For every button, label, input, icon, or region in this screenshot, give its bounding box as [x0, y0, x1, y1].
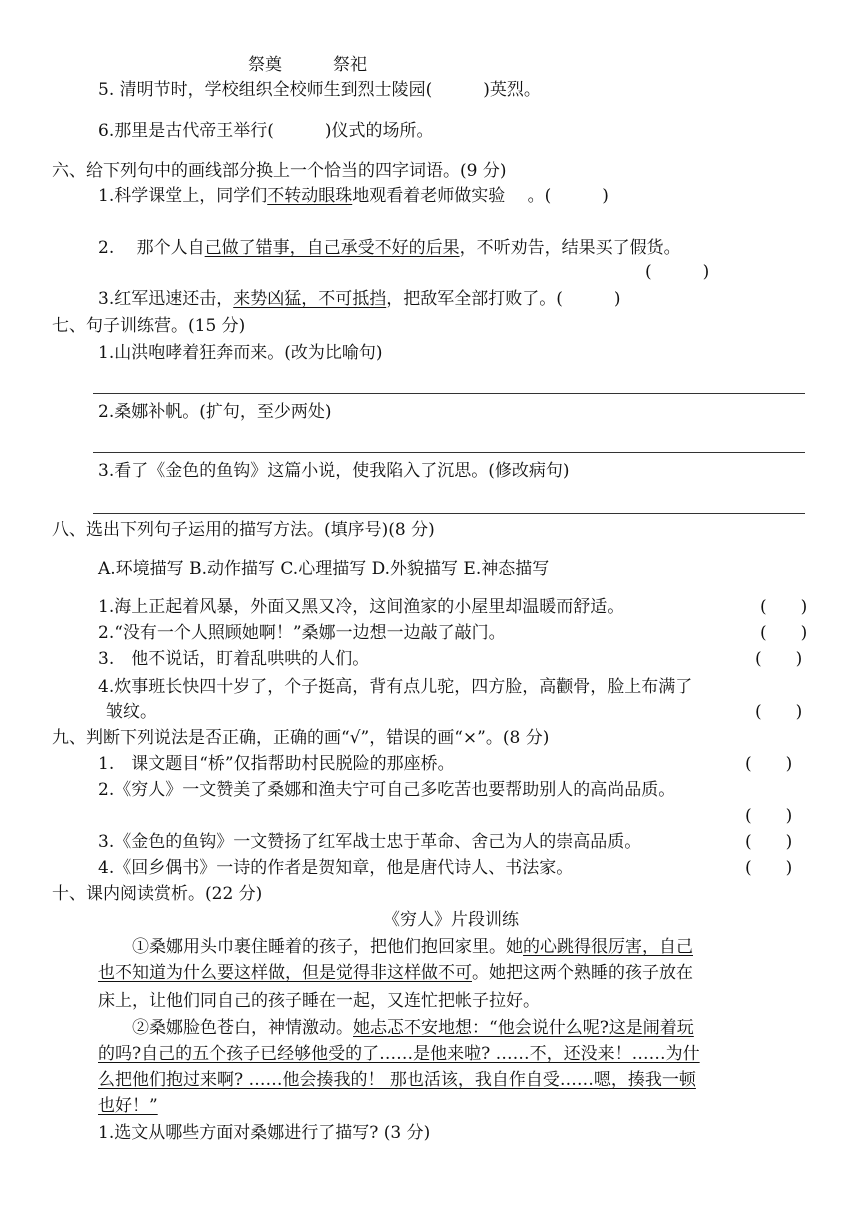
q6-3-underlined: 来势凶猛，不可抵挡 [233, 289, 387, 309]
passage-p2-line4 [98, 1095, 158, 1117]
question-6-1 [98, 185, 609, 207]
question-7-2: 2.桑娜补帆。(扩句，至少两处) [98, 402, 332, 422]
answer-line-7-3 [93, 513, 805, 514]
question-8-4-cont: 皱纹。 [106, 702, 157, 722]
question-6-2 [98, 237, 681, 259]
passage-p1-line3: 床上，让他们同自己的孩子睡在一起，又连忙把帐子拉好。 [98, 991, 540, 1011]
q6-1-pre: 1.科学课堂上，同学们 [98, 186, 268, 206]
passage-p2-line1 [132, 1017, 694, 1039]
q6-1-underlined: 不转动眼珠 [267, 186, 353, 206]
p2-line3-underlined: 么把他们抱过来啊? ……他会揍我的！ 那也活该，我自作自受……嗯，揍我一顿 [98, 1070, 696, 1090]
p1-line1-plain: ①桑娜用头巾裹住睡着的孩子，把他们抱回家里。她 [132, 937, 523, 957]
p1-line2-underlined: 也不知道为什么要这样做，但是觉得非这样做不可 [98, 963, 472, 983]
p1-line2-plain: 。她把这两个熟睡的孩子放在 [472, 963, 693, 983]
answer-paren-9-1: ( ) [745, 754, 793, 774]
section-6-heading: 六、给下列句中的画线部分换上一个恰当的四字词语。(9 分) [52, 161, 507, 181]
question-5-5: 5. 清明节时，学校组织全校师生到烈士陵园( )英烈。 [98, 80, 541, 100]
section-9-heading: 九、判断下列说法是否正确，正确的画“√”，错误的画“×”。(8 分) [52, 728, 550, 748]
p2-line2-underlined: 的吗?自己的五个孩子已经够他受的了……是他来啦? ……不，还没来！……为什 [98, 1044, 700, 1064]
question-7-3: 3.看了《金色的鱼钩》这篇小说，使我陷入了沉思。(修改病句) [98, 461, 570, 481]
answer-line-7-1 [93, 393, 805, 394]
q6-3-pre: 3.红军迅速还击， [98, 289, 234, 309]
question-9-3: 3.《金色的鱼钩》一文赞扬了红军战士忠于革命、舍己为人的崇高品质。 [98, 832, 642, 852]
p1-line1-underlined: 的心跳得很厉害，自己 [523, 937, 693, 957]
question-6-3 [98, 288, 621, 310]
section-10-heading: 十、课内阅读赏析。(22 分) [52, 884, 263, 904]
p2-line4-underlined: 也好！” [98, 1096, 158, 1116]
passage-p2-line3 [98, 1069, 696, 1091]
p2-line1-plain: ②桑娜脸色苍白，神情激动。 [132, 1018, 353, 1038]
p2-line1-underlined: 她忐忑不安地想：“他会说什么呢?这是闹着玩 [353, 1018, 694, 1038]
q6-1-post: 地观看着老师做实验 。( ) [352, 186, 609, 206]
passage-title: 《穷人》片段训练 [383, 910, 519, 930]
q6-2-pre: 2. 那个人自 [98, 238, 205, 258]
question-5-6: 6.那里是古代帝王举行( )仪式的场所。 [98, 121, 434, 141]
question-9-1: 1. 课文题目“桥”仅指帮助村民脱险的那座桥。 [98, 754, 455, 774]
question-10-1: 1.选文从哪些方面对桑娜进行了描写? (3 分) [98, 1123, 431, 1143]
q6-2-underlined: 己做了错事，自己承受不好的后果 [204, 238, 460, 258]
answer-paren-8-3: ( ) [755, 649, 803, 669]
q6-2-answer-paren: ( ) [645, 262, 710, 282]
question-7-1: 1.山洪咆哮着狂奔而来。(改为比喻句) [98, 343, 383, 363]
question-9-2: 2.《穷人》一文赞美了桑娜和渔夫宁可自己多吃苦也要帮助别人的高尚品质。 [98, 780, 676, 800]
section-8-heading: 八、选出下列句子运用的描写方法。(填序号)(8 分) [52, 520, 435, 540]
answer-paren-9-2: ( ) [745, 806, 793, 826]
question-8-3: 3. 他不说话，盯着乱哄哄的人们。 [98, 649, 370, 669]
passage-p1-line1 [132, 936, 693, 958]
answer-paren-8-1: ( ) [760, 597, 808, 617]
passage-p2-line2 [98, 1043, 700, 1065]
answer-paren-9-3: ( ) [745, 832, 793, 852]
answer-paren-8-4: ( ) [755, 702, 803, 722]
passage-p1-line2 [98, 962, 693, 984]
answer-line-7-2 [93, 452, 805, 453]
question-9-4: 4.《回乡偶书》一诗的作者是贺知章，他是唐代诗人、书法家。 [98, 858, 574, 878]
q6-3-post: ，把敌军全部打败了。( ) [386, 289, 621, 309]
answer-paren-9-4: ( ) [745, 858, 793, 878]
question-8-2: 2.“没有一个人照顾她啊！”桑娜一边想一边敲了敲门。 [98, 623, 506, 643]
section-7-heading: 七、句子训练营。(15 分) [52, 316, 246, 336]
answer-paren-8-2: ( ) [760, 623, 808, 643]
word-options: 祭奠 祭祀 [248, 55, 367, 75]
question-8-4: 4.炊事班长快四十岁了，个子挺高，背有点儿驼，四方脸，高颧骨，脸上布满了 [98, 677, 693, 697]
description-method-options: A.环境描写 B.动作描写 C.心理描写 D.外貌描写 E.神态描写 [98, 559, 550, 579]
q6-2-post: ，不听劝告，结果买了假货。 [459, 238, 681, 258]
question-8-1: 1.海上正起着风暴，外面又黑又冷，这间渔家的小屋里却温暖而舒适。 [98, 597, 625, 617]
